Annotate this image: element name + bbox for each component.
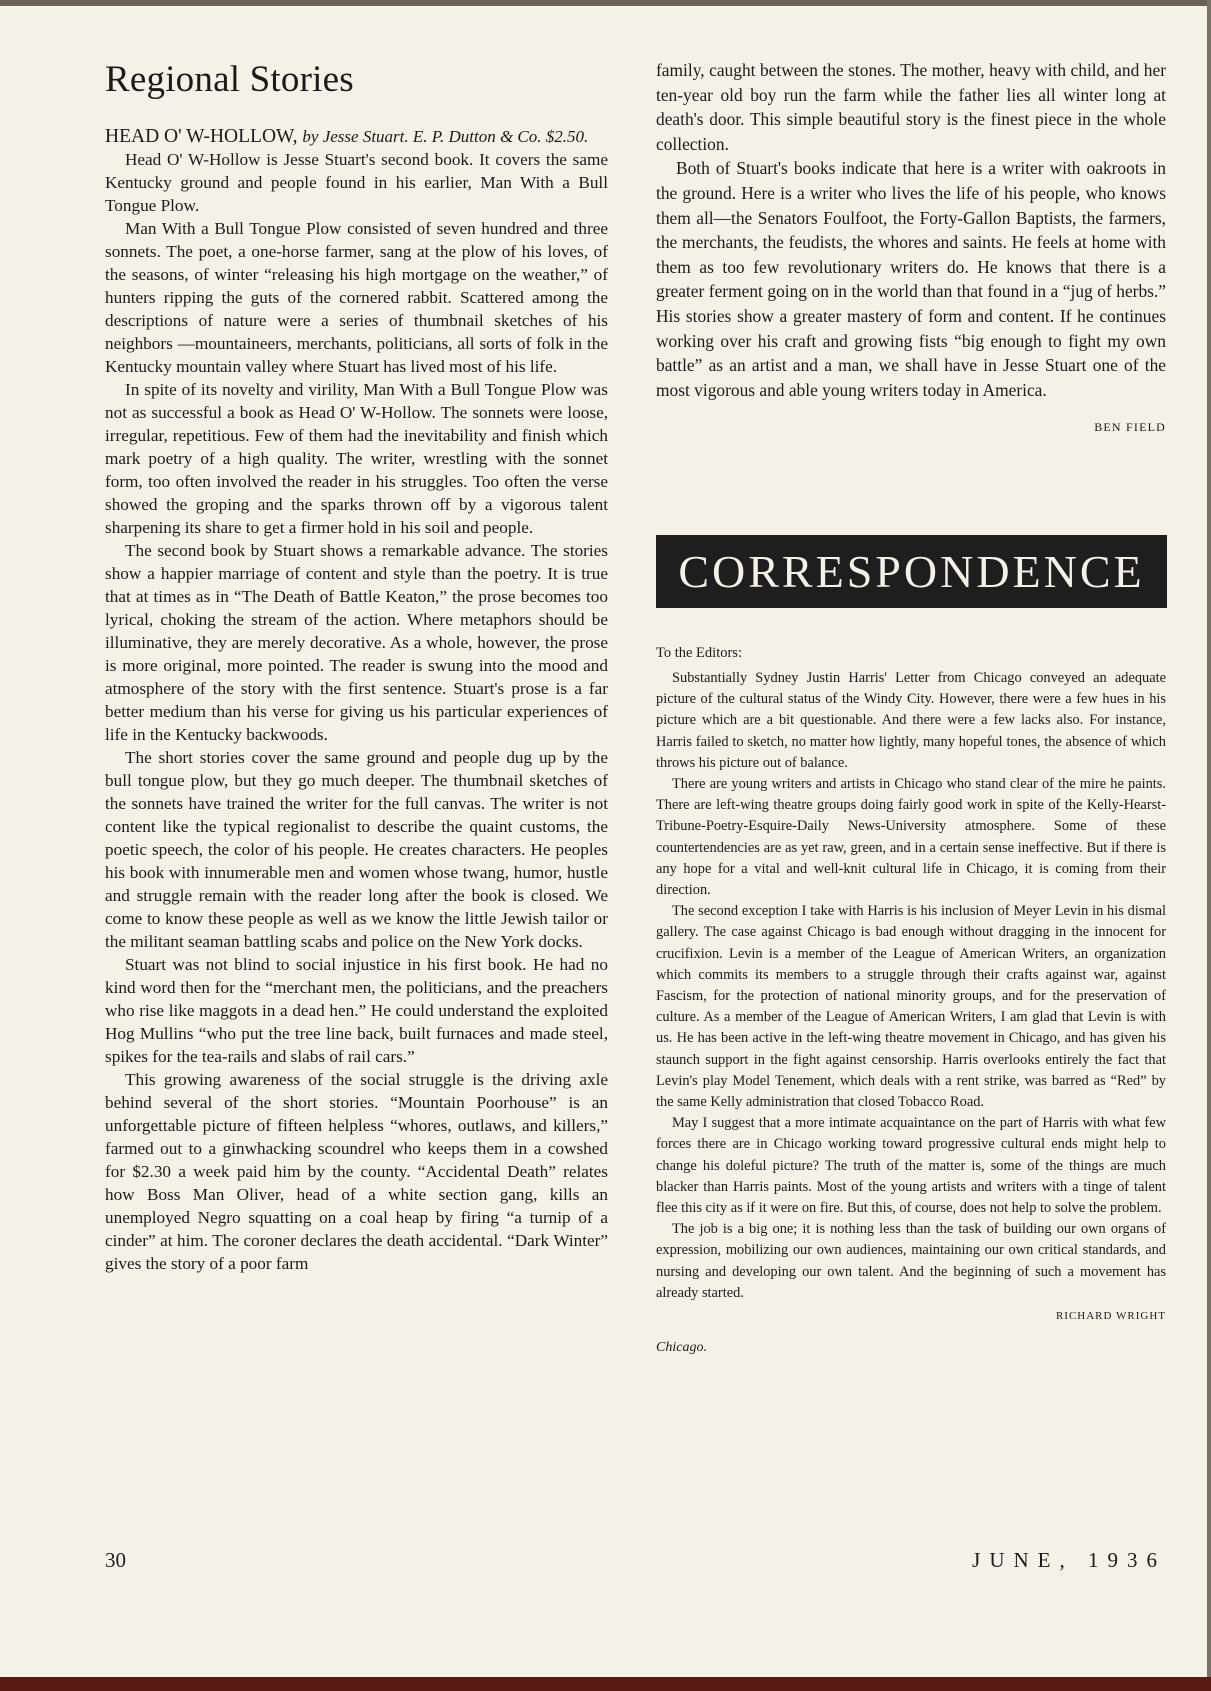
correspondence-banner <box>656 535 1167 608</box>
review-heading <box>105 125 608 148</box>
review-book-credits: by Jesse Stuart. E. P. Dutton & Co. $2.50. <box>302 127 589 146</box>
review-paragraph: In spite of its novelty and virility, Man With a Bull Tongue Plow was not as successful a book as Head O' W-Hollow. The sonnets were loose, irregular, repetitious. Few of them had the inevitability and finish which mark poetry of a high quality. The writer, wrestling with the sonnet form, too often involved the reader in his struggles. Too often the verse showed the groping and the sparks thrown off by a vigorous talent sharpening its share to get a firmer hold in his soil and people. <box>105 380 608 537</box>
letter-paragraph: Substantially Sydney Justin Harris' Letter from Chicago conveyed an adequate picture of the cultural status of the Windy City. However, there were a few hues in his picture which are a bit questionable. And there were a few lacks also. For instance, Harris failed to sketch, no matter how lightly, many hopeful tones, the absence of which throws his picture out of balance. <box>656 670 1166 771</box>
letter-paragraph: There are young writers and artists in Chicago who stand clear of the mire he paints. There are left-wing theatre groups doing fairly good work in spite of the Kelly-Hearst-Tribune-Poetry-Esquire-Daily News-University atmosphere. Some of these countertendencies are as yet raw, green, and in a certain sense ineffective. But if there is any hope for a vital and well-knit cultural life in Chicago, it is coming from their direction. <box>656 776 1166 899</box>
letter-signature: RICHARD WRIGHT <box>1055 1310 1166 1323</box>
right-column <box>656 58 1166 435</box>
review-paragraph: The short stories cover the same ground and people dug up by the bull tongue plow, but they go much deeper. The thumbnail sketches of the sonnets have trained the writer for the full canvas. The writer is not content like the typical regionalist to describe the quaint customs, the poetic speech, the color of his people. He creates characters. He peoples his book with innumerable men and women whose twang, humor, hustle and struggle remain with the reader long after the book is closed. We come to know these people as well as we know the little Jewish tailor or the militant seaman battling scabs and police on the New York docks. <box>105 748 608 951</box>
page-edge-top <box>0 0 1211 6</box>
correspondence-title: CORRESPONDENCE <box>678 546 1145 597</box>
letter-place: Chicago. <box>656 1340 707 1356</box>
review-book-title: HEAD O' W-HOLLOW, <box>105 126 298 147</box>
review-paragraph: This growing awareness of the social struggle is the driving axle behind several of the short stories. “Mountain Poorhouse” is an unforgettable picture of fifteen helpless “whores, outlaws, and killers,” farmed out to a ginwhacking scoundrel who keeps them in a cowshed for $2.30 a week paid him by the county. “Accidental Death” relates how Boss Man Oliver, head of a white section gang, kills an unemployed Negro squatting on a coal heap by firing “a turnip of a cinder” at him. The coroner declares the death accidental. “Dark Winter” gives the story of a poor farm <box>105 1070 608 1273</box>
letter-paragraph: The job is a big one; it is nothing less than the task of building our own organs of expression, mobilizing our own audiences, maintaining our own critical standards, and nursing and developing our own talent. And the beginning of such a movement has already started. <box>656 1221 1166 1301</box>
review-paragraph: Man With a Bull Tongue Plow consisted of seven hundred and three sonnets. The poet, a one-horse farmer, sang at the plow of his loves, of the seasons, of winter “releasing his high mortgage on the weather,” of hunters ripping the guts of the cornered rabbit. Scattered among the descriptions of nature were a series of thumbnail sketches of his neighbors —mountaineers, merchants, politicians, all sorts of folk in the Kentucky mountain valley where Stuart has lived most of his life. <box>105 219 608 376</box>
review-paragraph: Stuart was not blind to social injustice in his first book. He had no kind word then for the “merchant men, the politicians, and the preachers who rise like maggots in a dead hen.” He could understand the exploited Hog Mullins “who put the tree line back, built furnaces and made steel, spikes for the tea-rails and slabs of rail cars.” <box>105 955 608 1066</box>
page-number: 30 <box>105 1548 126 1572</box>
page-edge-bottom <box>0 1677 1211 1691</box>
review-paragraph: Both of Stuart's books indicate that here is a writer with oakroots in the ground. Here is a writer who lives the life of his people, who knows them all—the Senators Foulfoot, the Forty-Gallon Baptists, the farmers, the merchants, the feudists, the whores and saints. He feels at home with them as too few revolutionary writers do. He knows that there is a greater ferment going on in the world than that found in a “jug of herbs.” His stories show a greater mastery of form and content. If he continues working over his craft and growing fists “big enough to fight my own battle” as an artist and a man, we shall have in Jesse Stuart one of the most vigorous and able young writers today in America. <box>656 158 1166 400</box>
letter-to-editors <box>656 645 1166 1356</box>
letter-salutation: To the Editors: <box>656 645 742 661</box>
section-title: Regional Stories <box>105 59 354 100</box>
issue-date: JUNE, 1936 <box>972 1548 1166 1572</box>
letter-paragraph: May I suggest that a more intimate acquaintance on the part of Harris with what few forces there are in Chicago working toward progressive cultural ends might help to change his doleful picture? The truth of the matter is, some of the things are much blacker than Harris paints. Most of the young artists and writers with a tinge of talent flee this city as if it were on fire. But this, of course, does not help to solve the problem. <box>656 1115 1166 1217</box>
review-paragraph: The second book by Stuart shows a remarkable advance. The stories show a happier marriage of content and style than the poetry. It is true that at times as in “The Death of Battle Keaton,” the prose becomes too lyrical, choking the stream of the action. Where metaphors should be illuminative, they are merely decorative. As a whole, however, the prose is more original, more pointed. The reader is swung into the mood and atmosphere of the story with the first sentence. Stuart's prose is a far better medium than his verse for giving us his particular experiences of life in the Kentucky backwoods. <box>105 541 608 744</box>
review-paragraph-continued: family, caught between the stones. The mother, heavy with child, and her ten-year old boy run the farm while the father lies all winter long at death's door. This simple beautiful story is the finest piece in the whole collection. <box>656 60 1166 154</box>
letter-paragraph: The second exception I take with Harris is his inclusion of Meyer Levin in his dismal gallery. The case against Chicago is bad enough without dragging in the innocent for crucifixion. Levin is a member of the League of American Writers, an organization which commits its members to a struggle through their crafts against war, against Fascism, for the protection of national minority groups, and for the preservation of culture. As a member of the League of American Writers, I am glad that Levin is with us. He has been active in the left-wing theatre movement in Chicago, and has given his staunch support in the fight against censorship. Harris overlooks entirely the fact that Levin's play Model Tenement, which deals with a rent strike, was barred as “Red” by the same Kelly administration that closed Tobacco Road. <box>656 903 1166 1111</box>
review-paragraph: Head O' W-Hollow is Jesse Stuart's second book. It covers the same Kentucky ground and people found in his earlier, Man With a Bull Tongue Plow. <box>105 150 608 215</box>
left-column <box>105 58 608 1275</box>
page-edge-right <box>1207 0 1211 1691</box>
review-signature: BEN FIELD <box>1094 420 1166 435</box>
